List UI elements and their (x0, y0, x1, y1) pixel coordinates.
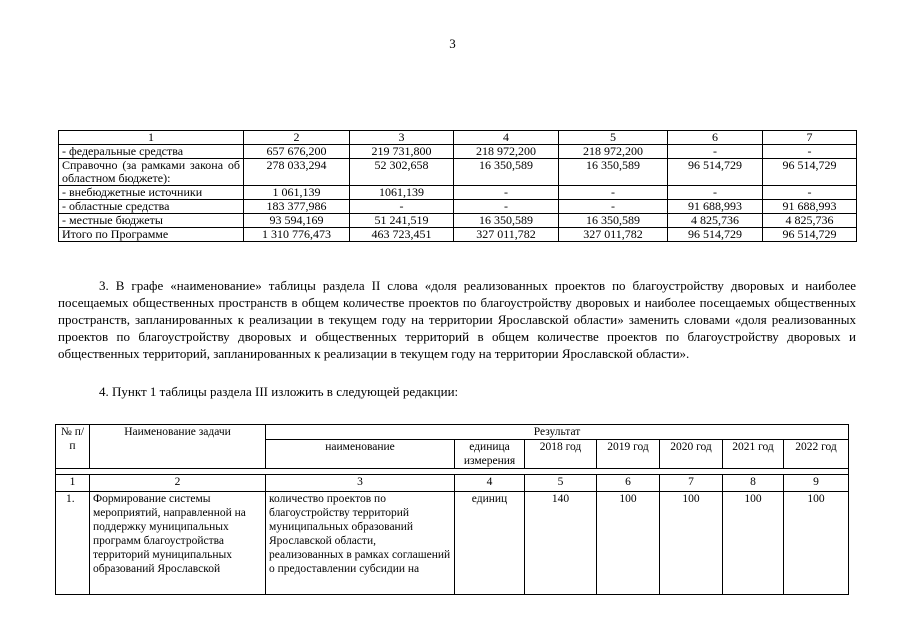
table-cell: 16 350,589 (559, 159, 668, 186)
table-cell: 16 350,589 (454, 159, 559, 186)
table-cell: 1 310 776,473 (244, 228, 350, 242)
year-value: 100 (660, 492, 723, 595)
table-cell: - (559, 186, 668, 200)
header-year: 2018 год (525, 440, 597, 469)
table-row (59, 186, 857, 200)
header-result: Результат (266, 425, 849, 440)
table-cell: - (763, 186, 857, 200)
column-number: 8 (723, 475, 784, 492)
header-num: № п/п (56, 425, 90, 469)
row-number: 1. (56, 492, 90, 595)
table-cell: 218 972,200 (454, 145, 559, 159)
table-cell: 4 825,736 (763, 214, 857, 228)
year-value: 140 (525, 492, 597, 595)
table-cell: 183 377,986 (244, 200, 350, 214)
column-number: 2 (90, 475, 266, 492)
row-label: Итого по Программе (59, 228, 244, 242)
finance-header-cell: 2 (244, 131, 350, 145)
table-cell: - (454, 186, 559, 200)
table-row (59, 159, 857, 186)
table-cell: 91 688,993 (668, 200, 763, 214)
finance-header-cell: 5 (559, 131, 668, 145)
table-cell: - (454, 200, 559, 214)
column-number: 3 (266, 475, 455, 492)
table-cell: 96 514,729 (668, 159, 763, 186)
column-number-row (56, 475, 849, 492)
table-row (59, 145, 857, 159)
finance-table (58, 130, 857, 242)
column-number: 6 (597, 475, 660, 492)
table-cell: 657 676,200 (244, 145, 350, 159)
table-cell: - (559, 200, 668, 214)
header-year: 2020 год (660, 440, 723, 469)
table-cell: 1 061,139 (244, 186, 350, 200)
table-cell: 4 825,736 (668, 214, 763, 228)
finance-header-cell: 6 (668, 131, 763, 145)
table-cell: 327 011,782 (454, 228, 559, 242)
page-number: 3 (449, 36, 456, 51)
table-row-total (59, 228, 857, 242)
table-cell: 16 350,589 (454, 214, 559, 228)
row-label: - федеральные средства (59, 145, 244, 159)
paragraph-4: 4. Пункт 1 таблицы раздела III изложить в следующей редакции: (99, 384, 459, 399)
table-cell: 52 302,658 (350, 159, 454, 186)
year-value: 100 (784, 492, 849, 595)
year-value: 100 (597, 492, 660, 595)
task-name: Формирование системы мероприятий, направленной на поддержку муниципальных программ благоустройства территорий муниципальных образований Ярославской (90, 492, 266, 595)
table-cell: - (668, 186, 763, 200)
header-name: наименование (266, 440, 455, 469)
column-number: 4 (455, 475, 525, 492)
row-label: - местные бюджеты (59, 214, 244, 228)
table-cell: 16 350,589 (559, 214, 668, 228)
table-cell: 93 594,169 (244, 214, 350, 228)
table-cell: 1061,139 (350, 186, 454, 200)
finance-header-cell: 3 (350, 131, 454, 145)
unit-cell: единиц (455, 492, 525, 595)
header-year: 2019 год (597, 440, 660, 469)
table-cell: 219 731,800 (350, 145, 454, 159)
table-cell: - (763, 145, 857, 159)
indicator-name: количество проектов по благоустройству территорий муниципальных образований Ярославской области, реализованных в рамках соглашений о предоставлении субсидии на (266, 492, 455, 595)
table-cell: 278 033,294 (244, 159, 350, 186)
row-label: - внебюджетные источники (59, 186, 244, 200)
table-cell: 91 688,993 (763, 200, 857, 214)
table-row (59, 200, 857, 214)
column-number: 1 (56, 475, 90, 492)
year-value: 100 (723, 492, 784, 595)
tasks-header-row (56, 425, 849, 440)
column-number: 7 (660, 475, 723, 492)
table-cell: 96 514,729 (763, 228, 857, 242)
table-cell: 51 241,519 (350, 214, 454, 228)
table-cell: 327 011,782 (559, 228, 668, 242)
header-unit: единица измерения (455, 440, 525, 469)
finance-header-cell: 4 (454, 131, 559, 145)
table-cell: 96 514,729 (763, 159, 857, 186)
table-row (59, 214, 857, 228)
header-task: Наименование задачи (90, 425, 266, 469)
table-cell: - (350, 200, 454, 214)
table-row (56, 492, 849, 595)
paragraph-3: 3. В графе «наименование» таблицы раздела II слова «доля реализованных проектов по благоустройству дворовых и наиболее посещаемых общественных пространств в общем количестве проектов по благоустройству дворовых и наиболее посещаемых общественных пространств, запланированных к реализации в текущем году на территории Ярославской области» заменить словами «доля реализованных проектов по благоустройству дворовых и общественных территорий в общем количестве проектов по благоустройству дворовых и общественных территорий, запланированных к реализации в текущем году на территории Ярославской области». (58, 278, 856, 361)
finance-table-header-row (59, 131, 857, 145)
table-cell: 463 723,451 (350, 228, 454, 242)
finance-header-cell: 1 (59, 131, 244, 145)
table-cell: - (668, 145, 763, 159)
row-label: Справочно (за рамками закона об областном бюджете): (59, 159, 244, 186)
finance-header-cell: 7 (763, 131, 857, 145)
table-cell: 218 972,200 (559, 145, 668, 159)
column-number: 5 (525, 475, 597, 492)
row-label: - областные средства (59, 200, 244, 214)
table-cell: 96 514,729 (668, 228, 763, 242)
header-year: 2022 год (784, 440, 849, 469)
tasks-table (55, 424, 849, 595)
column-number: 9 (784, 475, 849, 492)
header-year: 2021 год (723, 440, 784, 469)
